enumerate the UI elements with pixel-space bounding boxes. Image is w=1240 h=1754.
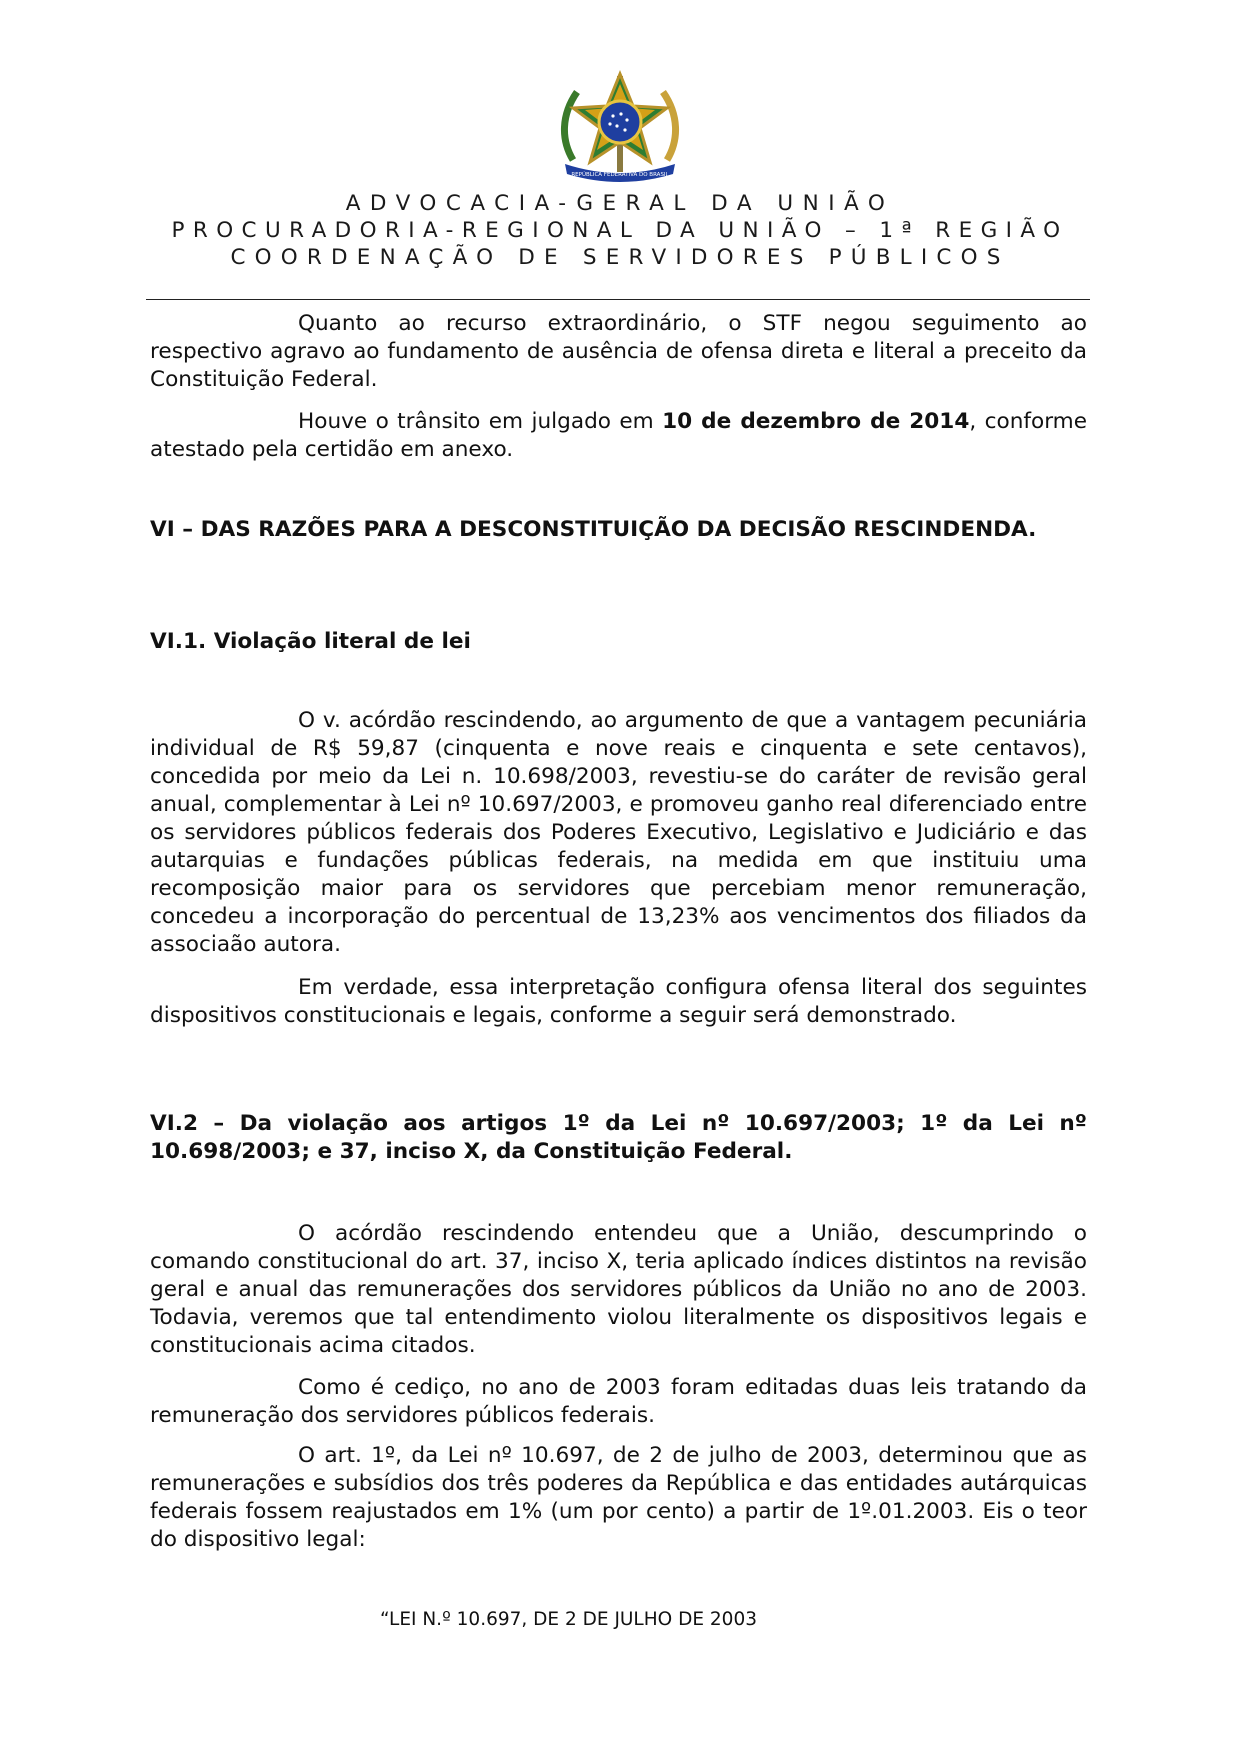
paragraph-recurso-extraordinario: Quanto ao recurso extraordinário, o STF negou seguimento ao respectivo agravo ao fundamento de ausência de ofensa direta e literal a preceito da Constituição Federal. <box>150 311 1087 392</box>
section-vi1-block <box>150 628 1087 656</box>
header-line-3: COORDENAÇÃO DE SERVIDORES PÚBLICOS <box>230 245 1010 270</box>
paragraph-7-block <box>150 1442 1087 1554</box>
paragraph-1-block <box>150 310 1087 394</box>
quote-title: “LEI N.º 10.697, DE 2 DE JULHO DE 2003 <box>380 1609 757 1630</box>
section-heading-vi: VI – DAS RAZÕES PARA A DESCONSTITUIÇÃO DA DECISÃO RESCINDENDA. <box>150 517 1037 542</box>
paragraph-art-1-lei: O art. 1º, da Lei nº 10.697, de 2 de julho de 2003, determinou que as remunerações e subsídios dos três poderes da República e das entidades autárquicas federais fossem reajustados em 1% (um por cento) a partir de 1º.01.2003. Eis o teor do dispositivo legal: <box>150 1443 1087 1552</box>
paragraph-3-block <box>150 707 1087 959</box>
paragraph-2-block <box>150 408 1087 464</box>
emblem-ribbon-text: REPÚBLICA FEDERATIVA DO BRASIL <box>571 172 669 178</box>
header-line-2: PROCURADORIA-REGIONAL DA UNIÃO – 1ª REGIÃO <box>171 218 1069 243</box>
header-line-1: ADVOCACIA-GERAL DA UNIÃO <box>345 191 895 216</box>
section-vi2-block <box>150 1110 1087 1166</box>
paragraph-como-e-cedico: Como é cediço, no ano de 2003 foram editadas duas leis tratando da remuneração dos servidores públicos federais. <box>150 1375 1087 1428</box>
paragraph-acordao-rescindendo: O v. acórdão rescindendo, ao argumento de que a vantagem pecuniária individual de R$ 59,87 (cinquenta e nove reais e cinquenta e sete centavos), concedida por meio da Lei n. 10.698/2003, revestiu-se do caráter de revisão geral anual, complementar à Lei nº 10.697/2003, e promoveu ganho real diferenciado entre os servidores públicos federais dos Poderes Executivo, Legislativo e Judiciário e das autarquias e fundações públicas federais, na medida em que instituiu uma recomposição maior para os servidores que percebiam menor remuneração, concedeu a incorporação do percentual de 13,23% aos vencimentos dos filiados da associaão autora. <box>150 708 1087 957</box>
paragraph-5-block <box>150 1220 1087 1360</box>
section-vi-block <box>150 516 1087 544</box>
section-heading-vi-2: VI.2 – Da violação aos artigos 1º da Lei nº 10.697/2003; 1º da Lei nº 10.698/2003; e 37, inciso X, da Constituição Federal. <box>150 1111 1087 1164</box>
paragraph-6-block <box>150 1374 1087 1430</box>
paragraph-acordao-entendeu: O acórdão rescindendo entendeu que a União, descumprindo o comando constitucional do art. 37, inciso X, teria aplicado índices distintos na revisão geral e anual das remunerações dos servidores públicos da União no ano de 2003. Todavia, veremos que tal entendimento violou literalmente os dispositivos legais e constitucionais acima citados. <box>150 1221 1087 1358</box>
paragraph-em-verdade: Em verdade, essa interpretação configura ofensa literal dos seguintes dispositivos constitucionais e legais, conforme a seguir será demonstrado. <box>150 975 1087 1028</box>
paragraph-2-text-b: , conforme atestado pela certidão em anexo. <box>150 409 1088 462</box>
paragraph-2-date: 10 de dezembro de 2014 <box>662 409 970 434</box>
paragraph-2-text-a: Houve o trânsito em julgado em <box>298 409 663 434</box>
paragraph-4-block <box>150 974 1087 1030</box>
section-heading-vi-1: VI.1. Violação literal de lei <box>150 629 471 654</box>
header-divider <box>146 299 1090 300</box>
brazil-coat-of-arms-icon <box>555 70 685 182</box>
paragraph-transito-julgado <box>150 408 1087 464</box>
